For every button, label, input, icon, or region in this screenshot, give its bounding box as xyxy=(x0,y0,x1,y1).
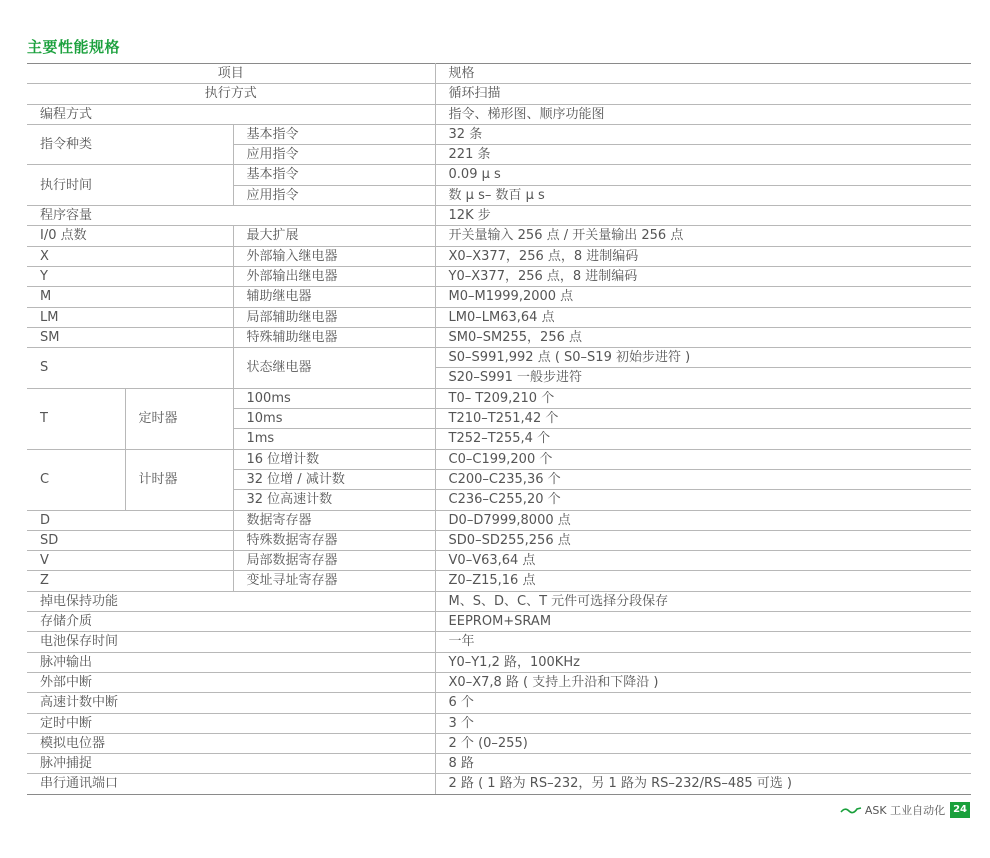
row-label: SD xyxy=(27,530,233,550)
row-sublabel: 32 位增 / 减计数 xyxy=(233,469,435,489)
table-row xyxy=(27,449,971,469)
row-value: SD0–SD255,256 点 xyxy=(435,530,971,550)
row-label: V xyxy=(27,551,233,571)
table-row xyxy=(27,165,971,185)
row-group-label: 计时器 xyxy=(125,449,233,510)
table-row xyxy=(27,632,971,652)
row-label: T xyxy=(27,388,125,449)
table-row xyxy=(27,287,971,307)
row-label: 编程方式 xyxy=(27,104,435,124)
table-header-row xyxy=(27,64,971,84)
table-row xyxy=(27,327,971,347)
row-value: M、S、D、C、T 元件可选择分段保存 xyxy=(435,591,971,611)
row-sublabel: 变址寻址寄存器 xyxy=(233,571,435,591)
row-value: Z0–Z15,16 点 xyxy=(435,571,971,591)
row-sublabel: 应用指令 xyxy=(233,185,435,205)
table-row xyxy=(27,591,971,611)
page-number-badge: 24 xyxy=(950,802,970,818)
row-sublabel: 特殊辅助继电器 xyxy=(233,327,435,347)
row-label: SM xyxy=(27,327,233,347)
row-sublabel: 特殊数据寄存器 xyxy=(233,530,435,550)
row-value: SM0–SM255，256 点 xyxy=(435,327,971,347)
row-value: Y0–Y1,2 路，100KHz xyxy=(435,652,971,672)
row-value: 指令、梯形图、顺序功能图 xyxy=(435,104,971,124)
row-sublabel: 10ms xyxy=(233,409,435,429)
page-footer xyxy=(840,801,970,818)
row-value: EEPROM+SRAM xyxy=(435,612,971,632)
row-label: Y xyxy=(27,266,233,286)
row-value: T210–T251,42 个 xyxy=(435,409,971,429)
row-value: 2 路 ( 1 路为 RS–232，另 1 路为 RS–232/RS–485 可选 ) xyxy=(435,774,971,794)
row-value: 0.09 μ s xyxy=(435,165,971,185)
row-label: 定时中断 xyxy=(27,713,435,733)
row-label: Z xyxy=(27,571,233,591)
row-value: 32 条 xyxy=(435,124,971,144)
spec-table xyxy=(27,63,971,795)
table-row xyxy=(27,551,971,571)
footer-brand: ASK 工业自动化 xyxy=(864,803,946,817)
row-value: 开关量输入 256 点 / 开关量输出 256 点 xyxy=(435,226,971,246)
row-label: 掉电保持功能 xyxy=(27,591,435,611)
row-label: 高速计数中断 xyxy=(27,693,435,713)
row-label: X xyxy=(27,246,233,266)
row-label: C xyxy=(27,449,125,510)
row-value: C0–C199,200 个 xyxy=(435,449,971,469)
header-spec: 规格 xyxy=(435,64,971,84)
row-label: 电池保存时间 xyxy=(27,632,435,652)
row-value: X0–X7,8 路 ( 支持上升沿和下降沿 ) xyxy=(435,672,971,692)
table-row xyxy=(27,226,971,246)
row-value: 12K 步 xyxy=(435,206,971,226)
row-label: 脉冲捕捉 xyxy=(27,754,435,774)
table-row xyxy=(27,672,971,692)
row-label: 指令种类 xyxy=(27,124,233,165)
row-value: V0–V63,64 点 xyxy=(435,551,971,571)
table-row xyxy=(27,774,971,794)
table-row xyxy=(27,733,971,753)
row-sublabel: 100ms xyxy=(233,388,435,408)
row-value: 数 μ s– 数百 μ s xyxy=(435,185,971,205)
row-value: T0– T209,210 个 xyxy=(435,388,971,408)
table-row xyxy=(27,307,971,327)
table-row xyxy=(27,510,971,530)
row-sublabel: 外部输出继电器 xyxy=(233,266,435,286)
table-row xyxy=(27,571,971,591)
header-item: 项目 xyxy=(27,64,435,84)
row-value: 循环扫描 xyxy=(435,84,971,104)
row-sublabel: 局部数据寄存器 xyxy=(233,551,435,571)
table-row xyxy=(27,266,971,286)
brand-logo-icon xyxy=(840,806,862,814)
row-group-label: 定时器 xyxy=(125,388,233,449)
row-sublabel: 基本指令 xyxy=(233,165,435,185)
table-row xyxy=(27,530,971,550)
row-sublabel: 局部辅助继电器 xyxy=(233,307,435,327)
table-row xyxy=(27,84,971,104)
row-value: D0–D7999,8000 点 xyxy=(435,510,971,530)
table-row xyxy=(27,348,971,368)
row-sublabel: 外部输入继电器 xyxy=(233,246,435,266)
table-row xyxy=(27,713,971,733)
row-sublabel: 应用指令 xyxy=(233,145,435,165)
row-label: S xyxy=(27,348,233,389)
row-value: 2 个 (0–255) xyxy=(435,733,971,753)
table-row xyxy=(27,104,971,124)
table-row xyxy=(27,693,971,713)
table-row xyxy=(27,124,971,144)
row-sublabel: 32 位高速计数 xyxy=(233,490,435,510)
row-value: C236–C255,20 个 xyxy=(435,490,971,510)
row-label: 串行通讯端口 xyxy=(27,774,435,794)
row-sublabel: 最大扩展 xyxy=(233,226,435,246)
table-row xyxy=(27,246,971,266)
row-label: I/0 点数 xyxy=(27,226,233,246)
row-sublabel: 辅助继电器 xyxy=(233,287,435,307)
row-value: X0–X377，256 点，8 进制编码 xyxy=(435,246,971,266)
row-value: T252–T255,4 个 xyxy=(435,429,971,449)
table-row xyxy=(27,612,971,632)
row-label: 程序容量 xyxy=(27,206,435,226)
row-value: M0–M1999,2000 点 xyxy=(435,287,971,307)
row-label: 脉冲输出 xyxy=(27,652,435,672)
row-sublabel: 数据寄存器 xyxy=(233,510,435,530)
row-value: LM0–LM63,64 点 xyxy=(435,307,971,327)
row-label: 存储介质 xyxy=(27,612,435,632)
table-row xyxy=(27,388,971,408)
row-value: Y0–X377，256 点，8 进制编码 xyxy=(435,266,971,286)
row-sublabel: 基本指令 xyxy=(233,124,435,144)
row-value: S20–S991 一般步进符 xyxy=(435,368,971,388)
row-label: LM xyxy=(27,307,233,327)
row-value: 8 路 xyxy=(435,754,971,774)
row-sublabel: 1ms xyxy=(233,429,435,449)
row-value: 3 个 xyxy=(435,713,971,733)
row-value: C200–C235,36 个 xyxy=(435,469,971,489)
row-label: 外部中断 xyxy=(27,672,435,692)
row-value: S0–S991,992 点 ( S0–S19 初始步进符 ) xyxy=(435,348,971,368)
row-label: 执行方式 xyxy=(27,84,435,104)
row-sublabel: 状态继电器 xyxy=(233,348,435,389)
row-value: 一年 xyxy=(435,632,971,652)
row-value: 6 个 xyxy=(435,693,971,713)
row-label: D xyxy=(27,510,233,530)
page-title: 主要性能规格 xyxy=(27,38,121,56)
table-row xyxy=(27,754,971,774)
row-value: 221 条 xyxy=(435,145,971,165)
row-label: M xyxy=(27,287,233,307)
row-label: 执行时间 xyxy=(27,165,233,206)
table-row xyxy=(27,206,971,226)
row-label: 模拟电位器 xyxy=(27,733,435,753)
table-row xyxy=(27,652,971,672)
row-sublabel: 16 位增计数 xyxy=(233,449,435,469)
